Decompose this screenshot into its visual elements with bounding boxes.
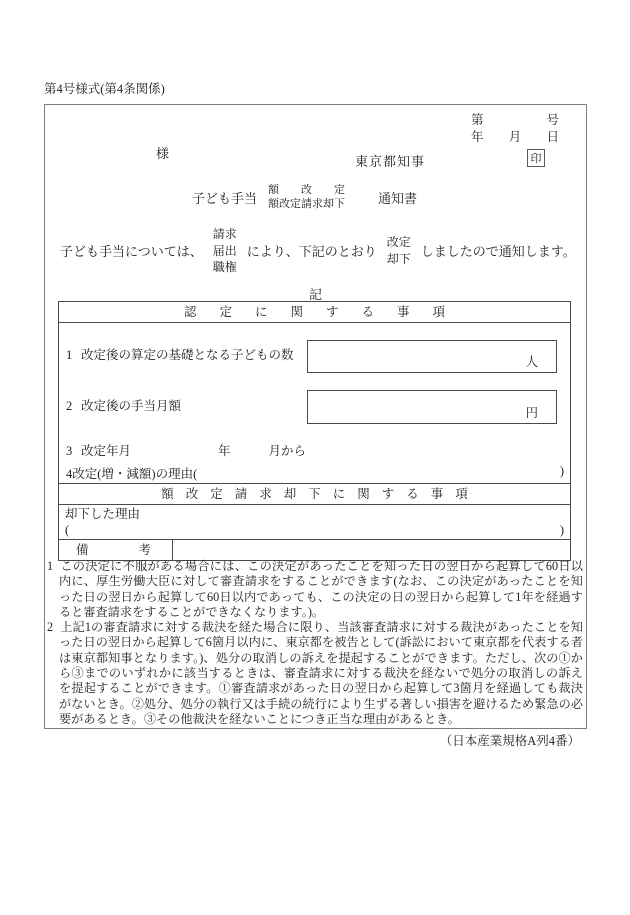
sentence-lead: 子ども手当については、 <box>60 244 203 260</box>
form-number-label: 第4号様式(第4条関係) <box>44 82 165 96</box>
sentence-tail: しましたので通知します。 <box>420 244 576 260</box>
item1-value-box <box>307 340 557 373</box>
note-2-number: 2 <box>47 620 54 635</box>
item2-label-row <box>66 396 181 414</box>
item3-label: 改定年月 <box>81 444 132 458</box>
doc-no-suffix: 号 <box>546 113 559 127</box>
item3-month-suffix: 月から <box>268 444 307 458</box>
document-number-line <box>471 110 559 128</box>
item2-number: 2 <box>66 399 73 413</box>
issuer-name: 東京都知事 <box>355 154 426 169</box>
rejection-reason-cell <box>59 505 570 540</box>
official-seal-mark: 印 <box>527 149 545 167</box>
doc-no-prefix: 第 <box>471 113 484 127</box>
record-marker: 記 <box>308 287 322 302</box>
item4-row <box>66 464 564 482</box>
method-option-authority: 職権 <box>212 260 237 274</box>
item1-label-row <box>66 345 294 363</box>
item4-number: 4 <box>66 467 73 481</box>
rejection-open-paren: ( <box>65 523 70 537</box>
method-options-stack <box>213 226 237 276</box>
item1-unit: 人 <box>525 355 538 369</box>
section1-header: 認定に関する事項 <box>59 302 570 323</box>
note-2 <box>47 620 583 727</box>
title-prefix: 子ども手当 <box>191 191 257 206</box>
rejection-close-paren: ) <box>559 523 564 537</box>
title-alternative-stack <box>268 184 367 211</box>
item1-label: 改定後の算定の基礎となる子どもの数 <box>81 348 294 362</box>
remarks-row <box>59 540 570 560</box>
item4-close-paren: ) <box>559 464 564 478</box>
action-options-stack <box>387 234 411 267</box>
note-1 <box>47 559 583 620</box>
item4-label: 改定(増・減額)の理由( <box>72 467 198 481</box>
date-month-label: 月 <box>508 130 522 144</box>
item4-label-group <box>66 464 197 482</box>
date-day-label: 日 <box>546 130 559 144</box>
title-stack-top: 額改定 <box>268 184 367 196</box>
form-outer-border <box>44 104 587 729</box>
remarks-label: 備 考 <box>59 540 173 560</box>
section2-header: 額改定請求却下に関する事項 <box>59 484 570 505</box>
item3-number: 3 <box>66 444 73 458</box>
note-2-text: 上記1の審査請求に対する裁決を経た場合に限り、当該審査請求に対する裁決があったことを知った日の翌日から起算して6箇月以内に、東京都を被告として(訴訟において東京都を代表する者は東京都知事となります。)、処分の取消しの訴えを提起することができます。ただし、次の①から③までのいずれかに該当するときは、審査請求に対する裁決を経ないで処分の取消しの訴えを提起することができます。①審査請求があった日の翌日から起算して3箇月を経過しても裁決がないとき。②処分、処分の執行又は手続の続行により生ずる著しい損害を避けるため緊急の必要があるとき。③その他裁決を経ないことにつき正当な理由があるとき。 <box>59 620 583 726</box>
item3-year-suffix: 年 <box>218 444 231 458</box>
addressee-honorific: 様 <box>156 146 170 161</box>
item2-unit: 円 <box>525 406 538 420</box>
item2-label: 改定後の手当月額 <box>81 399 182 413</box>
notification-sentence <box>60 226 576 276</box>
sentence-middle: により、下記のとおり <box>246 244 377 260</box>
method-option-report: 届出 <box>212 243 237 258</box>
method-option-request: 請求 <box>212 227 237 241</box>
note-1-number: 1 <box>47 559 54 573</box>
rejection-reason-parens <box>65 522 564 538</box>
title-suffix: 通知書 <box>378 191 418 206</box>
action-option-reject: 却下 <box>386 251 411 266</box>
item3-row <box>66 441 306 459</box>
item2-value-box <box>307 390 557 424</box>
date-year-label: 年 <box>471 130 484 144</box>
appeal-notes <box>47 559 583 727</box>
paper-size-note: （日本産業規格A列4番） <box>439 734 580 748</box>
certification-items-cell <box>59 323 570 484</box>
date-line <box>471 127 559 145</box>
remarks-value-cell <box>173 540 570 560</box>
action-option-revise: 改定 <box>386 235 411 250</box>
document-title <box>45 184 586 211</box>
rejection-reason-label: 却下した理由 <box>65 507 141 521</box>
title-stack-bottom: 額改定請求却下 <box>268 197 345 210</box>
details-table <box>58 301 571 561</box>
item1-number: 1 <box>66 348 73 362</box>
note-1-text: この決定に不服がある場合には、この決定があったことを知った日の翌日から起算して60日以内に、厚生労働大臣に対して審査請求をすることができます(なお、この決定があったことを知った日の翌日から起算して60日以内であっても、この決定の日の翌日から起算して1年を経過すると審査請求をすることができなくなります。)。 <box>59 559 583 619</box>
